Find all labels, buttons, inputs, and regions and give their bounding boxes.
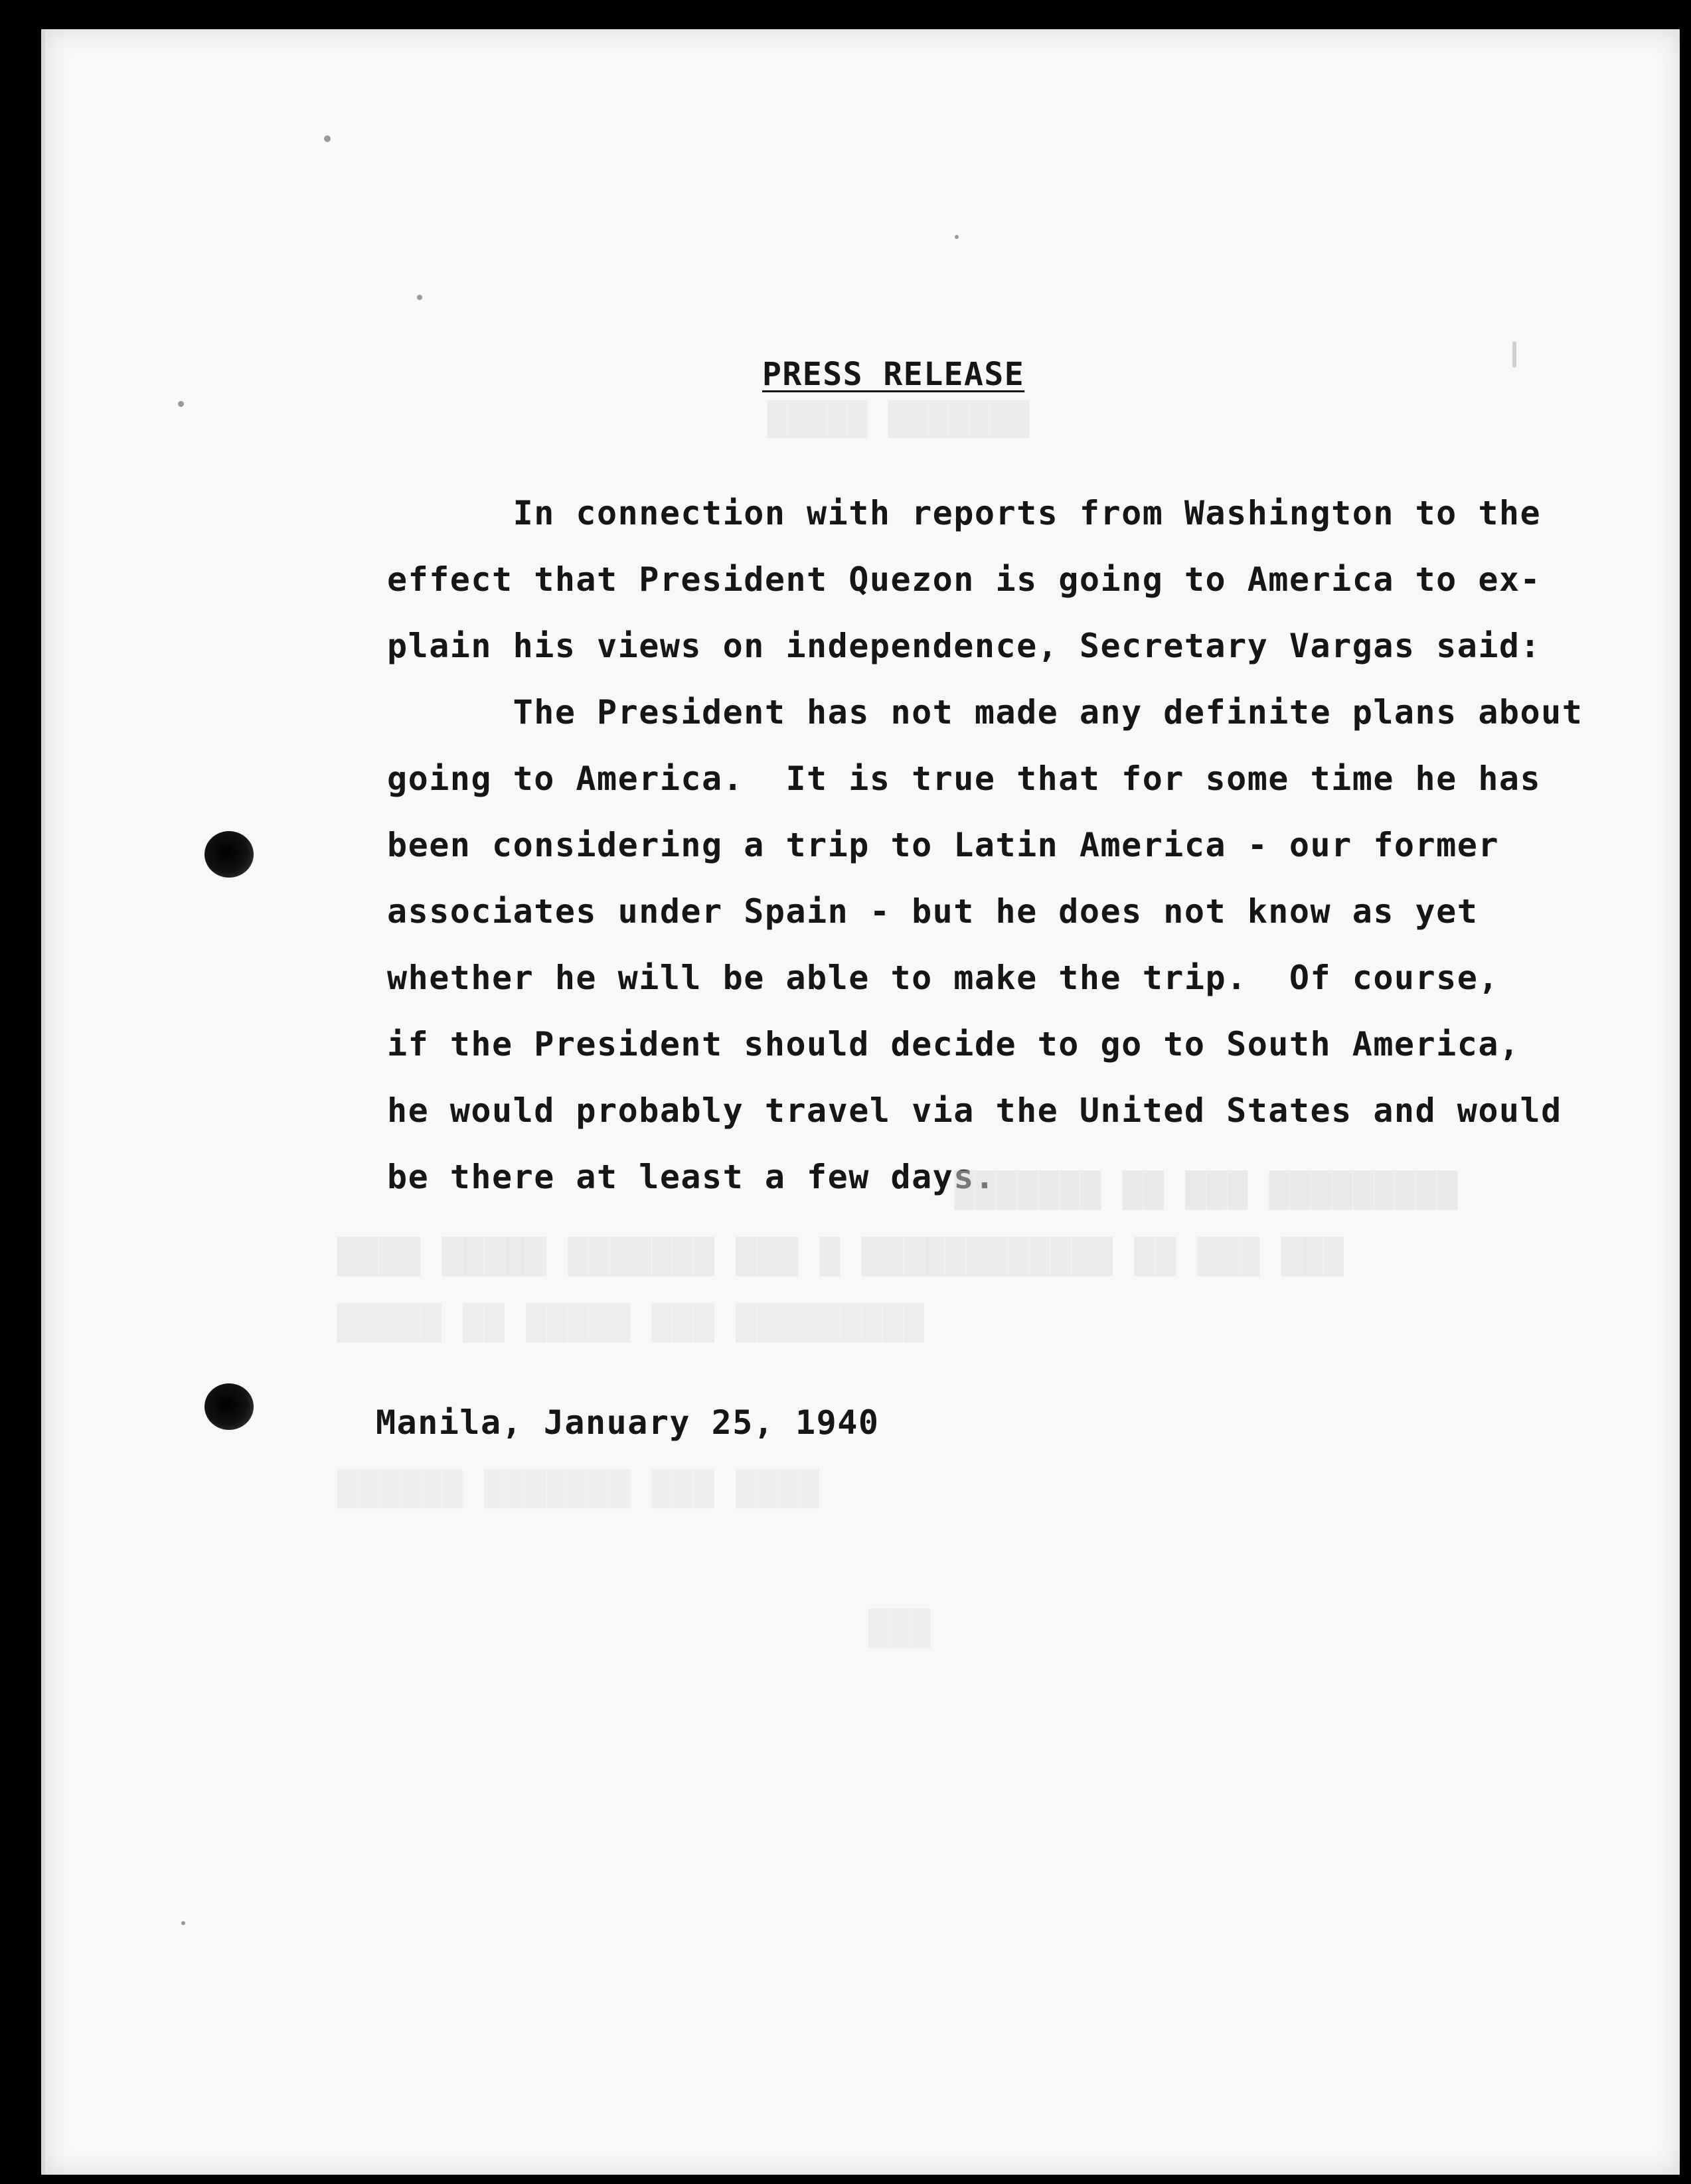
paragraph-line: if the President should decide to go to South America,: [387, 1025, 1520, 1063]
paragraph-line: he would probably travel via the United States and would: [387, 1091, 1562, 1130]
scan-speck: [324, 135, 331, 142]
paragraph-line: be there at least a few days.: [387, 1158, 996, 1196]
paragraph-line: been considering a trip to Latin America - our former: [387, 826, 1499, 864]
scan-speck: [1512, 341, 1516, 368]
show-through-line: ████ █████ ███████ ███ █ ████████████ ██ ███ ███: [337, 1237, 1344, 1276]
scan-speck: [178, 401, 184, 407]
document-title: PRESS RELEASE: [762, 356, 1025, 393]
paragraph-line: The President has not made any definite plans about: [387, 693, 1583, 732]
paragraph-line: effect that President Quezon is going to America to ex-: [387, 560, 1542, 599]
paragraph-line: whether he will be able to make the trip. Of course,: [387, 959, 1499, 997]
dateline: Manila, January 25, 1940: [376, 1403, 880, 1442]
binder-hole: [204, 1383, 254, 1430]
show-through-line: ███: [868, 1609, 931, 1648]
paragraph-line: going to America. It is true that for some time he has: [387, 759, 1542, 798]
show-through-title: █████ ███████: [767, 401, 1030, 438]
scan-speck: [181, 1921, 185, 1925]
show-through-line: █████ ██ █████ ███ █████████: [337, 1304, 925, 1342]
paragraph-line: plain his views on independence, Secretary Vargas said:: [387, 627, 1542, 665]
show-through-line: ███████ ██ ███ █████████: [955, 1171, 1459, 1209]
show-through-line: ██████ ███████ ███ ████: [337, 1470, 820, 1508]
paragraph-line: associates under Spain - but he does not know as yet: [387, 892, 1479, 931]
binder-hole: [204, 831, 254, 878]
scan-speck: [417, 295, 422, 300]
document-page: [41, 29, 1680, 2175]
paragraph-line: In connection with reports from Washington to the: [387, 494, 1542, 532]
scan-speck: [955, 235, 959, 239]
